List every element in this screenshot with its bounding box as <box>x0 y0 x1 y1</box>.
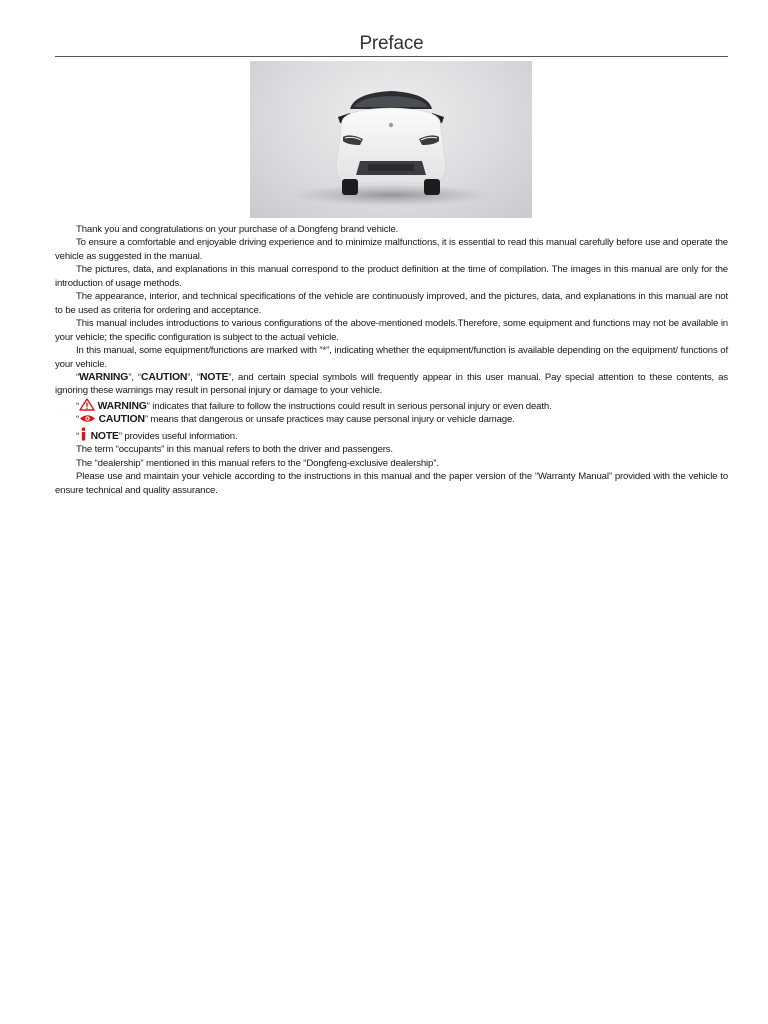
warning-text: ” indicates that failure to follow the instructions could result in serious personal injury or even death. <box>146 400 552 412</box>
paragraph-symbols <box>55 371 728 398</box>
note-label: NOTE <box>90 430 119 442</box>
paragraph: This manual includes introductions to various configurations of the above-mentioned models.Therefore, some equipment and functions may not be available in your vehicle; the specific configuration is subject to the actual vehicle. <box>55 318 728 343</box>
paragraph: The “dealership” mentioned in this manual refers to the “Dongfeng-exclusive dealership”. <box>76 457 439 469</box>
preface-body <box>55 223 728 497</box>
note-definition <box>55 427 728 443</box>
warning-definition <box>55 398 728 413</box>
quote: “ <box>76 400 80 412</box>
vehicle-photo <box>250 61 532 218</box>
warning-term: WARNING <box>79 371 129 383</box>
warning-triangle-icon <box>79 398 95 411</box>
caution-term: CAUTION <box>140 371 188 383</box>
paragraph: In this manual, some equipment/functions are marked with “*”, indicating whether the equipment/function is available depending on the equipment/ functions of your vehicle. <box>55 345 728 370</box>
paragraph: The appearance, interior, and technical specifications of the vehicle are continuously improved, and the pictures, data, and explanations in this manual are not to be used as criteria for ordering and acceptance. <box>55 291 728 316</box>
car-front-illustration <box>250 61 532 218</box>
separator: ”, “ <box>128 371 141 383</box>
paragraph: Thank you and congratulations on your purchase of a Dongfeng brand vehicle. <box>76 224 399 235</box>
warning-label: WARNING <box>97 400 147 412</box>
quote: “ <box>76 414 80 426</box>
caution-eye-icon <box>79 413 96 424</box>
paragraph: The term “occupants” in this manual refers to both the driver and passengers. <box>76 444 393 456</box>
caution-label: CAUTION <box>98 414 145 426</box>
caution-text: ” means that dangerous or unsafe practices may cause personal injury or vehicle damage. <box>144 414 515 426</box>
page-title: Preface <box>359 33 424 54</box>
quote: “ <box>76 371 80 383</box>
info-icon <box>79 427 88 441</box>
paragraph-rest: ”, and certain special symbols will frequently appear in this user manual. Pay special attention to these contents, as ignoring these warnings may result in personal injury or damage to your vehicle. <box>55 371 729 397</box>
note-term: NOTE <box>200 371 229 383</box>
note-text: ” provides useful information. <box>118 430 238 442</box>
page-header <box>55 30 728 57</box>
caution-definition <box>55 413 728 426</box>
paragraph: To ensure a comfortable and enjoyable driving experience and to minimize malfunctions, it is essential to read this manual carefully before use and operate the vehicle as suggested in the manual. <box>55 237 728 262</box>
paragraph: Please use and maintain your vehicle according to the instructions in this manual and the paper version of the “Warranty Manual” provided with the vehicle to ensure technical and quality assurance. <box>55 471 728 496</box>
quote: “ <box>76 430 80 442</box>
paragraph: The pictures, data, and explanations in this manual correspond to the product definition at the time of compilation. The images in this manual are only for the introduction of usage methods. <box>55 264 728 289</box>
separator: ”, “ <box>187 371 201 383</box>
